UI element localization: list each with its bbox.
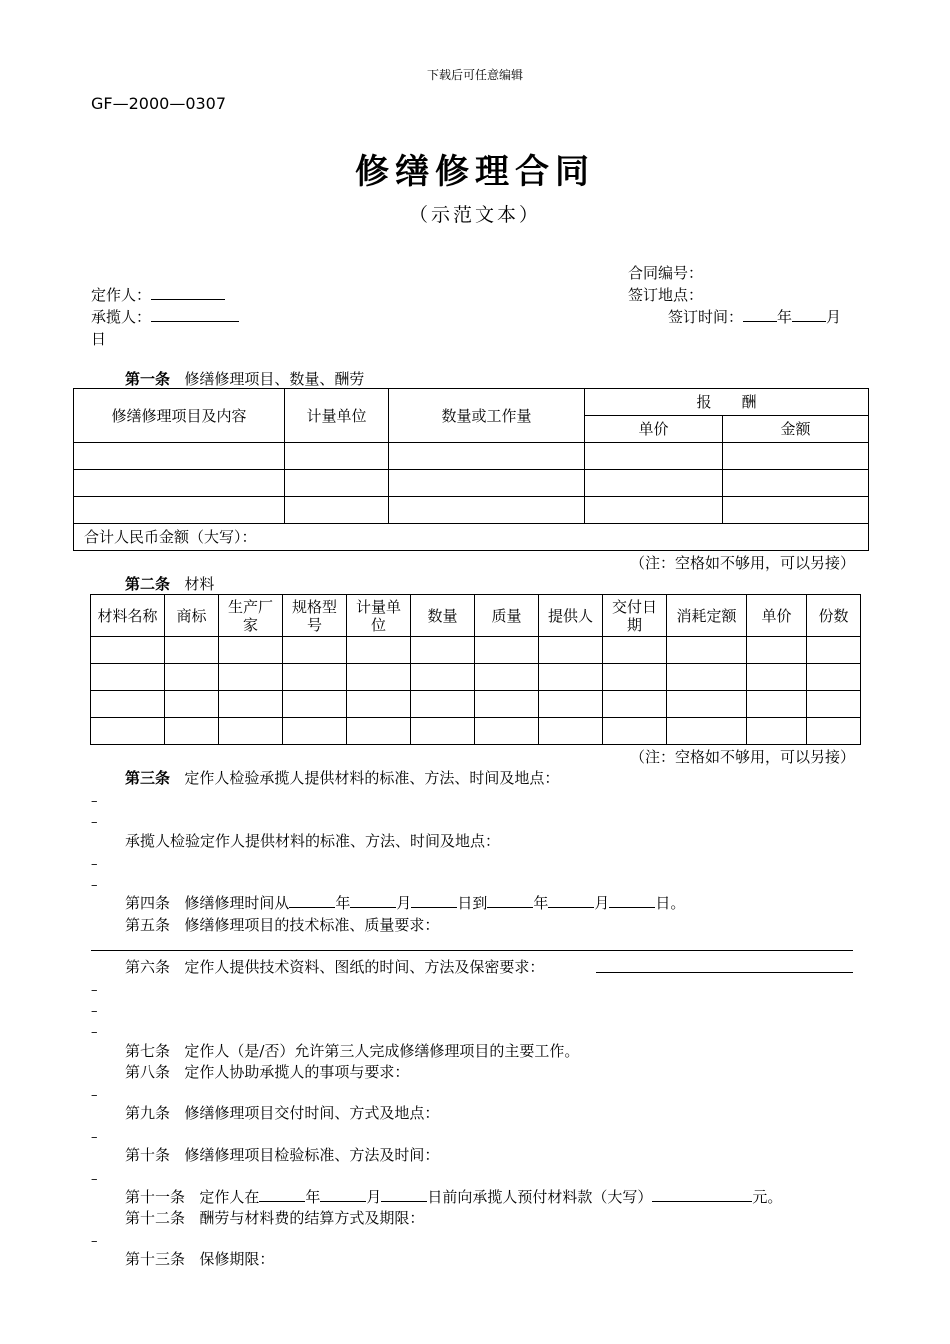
table-cell[interactable] [475,718,539,745]
sign-month-label: 月 [826,308,842,326]
table-cell[interactable] [285,497,389,524]
dash-mark: – [91,1088,98,1103]
table-cell[interactable] [747,637,807,664]
contractor-label: 承揽人： [91,308,152,326]
total-amount-cell[interactable]: 合计人民币金额（大写）： [74,524,869,551]
dash-mark: – [91,1234,98,1249]
material-header: 质量 [475,595,539,637]
article-6-row [125,956,544,977]
article-5-label: 第五条 [125,916,171,934]
article-11-row [125,1186,782,1207]
dash-mark: – [91,1130,98,1145]
sign-place-label: 签订地点： [628,286,704,304]
end-month-label: 月 [594,894,610,912]
prepay-day-label: 日前向承揽人预付材料款（大写） [427,1188,653,1206]
table-cell[interactable] [91,664,165,691]
article-13-row [125,1248,274,1269]
table-cell[interactable] [585,497,723,524]
dash-mark: – [91,878,98,893]
article-2-table [90,594,861,745]
prepay-year-label: 年 [305,1188,321,1206]
contractor-row [91,306,239,327]
article-10-row [125,1144,439,1165]
table-cell[interactable] [539,637,603,664]
table-cell[interactable] [389,497,585,524]
table-cell[interactable] [603,664,667,691]
dash-mark: – [91,1172,98,1187]
material-header: 单价 [747,595,807,637]
prepay-month-field[interactable] [320,1187,366,1202]
article-2-note: （注：空格如不够用，可以另接） [629,748,855,766]
table-cell[interactable] [747,718,807,745]
table-cell[interactable] [283,691,347,718]
header-amount: 金额 [723,416,869,443]
prepay-day-field[interactable] [381,1187,427,1202]
table-cell[interactable] [585,443,723,470]
material-header: 计量单位 [347,595,411,637]
table-cell[interactable] [411,691,475,718]
article-8-row [125,1061,409,1082]
header-pay: 报 酬 [585,389,869,416]
article-11-text: 定作人在 [199,1188,260,1206]
table-cell[interactable] [585,470,723,497]
header-note: 下载后可任意编辑 [426,68,523,82]
article-4-label: 第四条 [125,894,171,912]
end-day-label: 日。 [655,894,686,912]
material-header: 商标 [165,595,219,637]
contract-no-label: 合同编号： [628,264,704,282]
table-cell[interactable] [91,637,165,664]
dash-mark: – [91,857,98,872]
table-row [91,691,861,718]
material-header: 数量 [411,595,475,637]
table-cell[interactable] [667,718,747,745]
article-3-text-2: 承揽人检验定作人提供材料的标准、方法、时间及地点： [125,832,501,850]
start-day-label: 日到 [457,894,488,912]
table-cell[interactable] [723,470,869,497]
document-code: GF—2000—0307 [91,94,227,113]
article-2-label: 第二条 [125,575,171,593]
table-cell[interactable] [283,637,347,664]
article-3-heading [125,767,559,788]
material-header: 份数 [807,595,861,637]
sign-time-row [668,306,841,327]
article-8-text: 定作人协助承揽人的事项与要求： [184,1063,410,1081]
dash-mark: – [91,794,98,809]
sign-month-field[interactable] [792,307,826,322]
material-header: 规格型号 [283,595,347,637]
table-cell[interactable] [539,691,603,718]
prepay-amount-field[interactable] [652,1187,752,1202]
table-cell[interactable] [283,664,347,691]
table-cell[interactable] [165,664,219,691]
article-11-label: 第十一条 [125,1188,186,1206]
material-header: 交付日期 [603,595,667,637]
article-4-row [125,892,685,913]
table-cell[interactable] [165,637,219,664]
header-item: 修缮修理项目及内容 [74,389,285,443]
dash-mark: – [91,1025,98,1040]
table-cell[interactable] [91,691,165,718]
table-cell[interactable] [165,691,219,718]
material-header: 提供人 [539,595,603,637]
article-7-label: 第七条 [125,1042,171,1060]
table-cell[interactable] [219,718,283,745]
table-cell[interactable] [747,691,807,718]
table-cell[interactable] [603,718,667,745]
article-12-text: 酬劳与材料费的结算方式及期限： [199,1209,425,1227]
material-header: 消耗定额 [667,595,747,637]
dash-mark: – [91,983,98,998]
table-cell[interactable] [539,664,603,691]
header-qty: 数量或工作量 [389,389,585,443]
table-cell[interactable] [667,664,747,691]
table-cell[interactable] [807,664,861,691]
start-month-label: 月 [396,894,412,912]
dash-mark: – [91,1004,98,1019]
sign-day-label: 日 [91,330,107,348]
article-3-text: 定作人检验承揽人提供材料的标准、方法、时间及地点： [184,769,560,787]
orderer-field[interactable] [151,285,225,300]
article-12-row [125,1207,424,1228]
article-6-label: 第六条 [125,958,171,976]
document-title: 修缮修理合同 [355,152,595,192]
table-cell[interactable] [165,718,219,745]
table-cell[interactable] [285,443,389,470]
start-year-field[interactable] [289,893,335,908]
table-row [74,443,869,470]
header-unit: 计量单位 [285,389,389,443]
document-subtitle: （示范文本） [408,204,541,226]
end-year-field[interactable] [487,893,533,908]
article-7-row [125,1040,579,1061]
article-1-label: 第一条 [125,370,171,388]
table-row [91,664,861,691]
end-year-label: 年 [533,894,549,912]
material-header: 材料名称 [91,595,165,637]
header-price: 单价 [585,416,723,443]
end-month-field[interactable] [548,893,594,908]
table-cell[interactable] [723,443,869,470]
table-cell[interactable] [411,664,475,691]
sign-year-field[interactable] [743,307,777,322]
table-cell[interactable] [347,664,411,691]
table-cell[interactable] [219,664,283,691]
table-cell[interactable] [411,637,475,664]
article-1-table [73,388,869,551]
article-10-label: 第十条 [125,1146,171,1164]
contractor-field[interactable] [151,307,239,322]
table-row [74,470,869,497]
sign-time-label: 签订时间： [668,308,744,326]
table-cell[interactable] [747,664,807,691]
article-13-text: 保修期限： [199,1250,275,1268]
article-2-text: 材料 [184,575,215,593]
table-cell[interactable] [283,718,347,745]
start-year-label: 年 [335,894,351,912]
article-1-text: 修缮修理项目、数量、酬劳 [184,370,365,388]
table-cell[interactable] [347,691,411,718]
start-month-field[interactable] [350,893,396,908]
table-cell[interactable] [91,718,165,745]
table-cell[interactable] [807,637,861,664]
table-cell[interactable] [74,470,285,497]
table-cell[interactable] [667,691,747,718]
table-cell[interactable] [389,470,585,497]
orderer-row [91,284,225,305]
article-1-heading [125,368,364,389]
article-5-row [125,914,439,935]
article-1-note: （注：空格如不够用，可以另接） [629,554,855,572]
article-13-label: 第十三条 [125,1250,186,1268]
table-cell[interactable] [347,637,411,664]
sign-year-label: 年 [777,308,793,326]
article-5-fill-line[interactable] [91,950,853,951]
table-cell[interactable] [219,691,283,718]
table-row [74,497,869,524]
table-cell[interactable] [603,691,667,718]
prepay-month-label: 月 [366,1188,382,1206]
prepay-unit-label: 元。 [752,1188,783,1206]
table-cell[interactable] [539,718,603,745]
article-5-text: 修缮修理项目的技术标准、质量要求： [184,916,440,934]
table-cell[interactable] [389,443,585,470]
table-cell[interactable] [667,637,747,664]
orderer-label: 定作人： [91,286,152,304]
article-3-label: 第三条 [125,769,171,787]
table-row [91,637,861,664]
table-row [91,718,861,745]
table-cell[interactable] [74,443,285,470]
end-day-field[interactable] [609,893,655,908]
article-2-heading [125,573,214,594]
table-cell[interactable] [475,637,539,664]
article-6-fill-line[interactable] [596,972,853,973]
table-cell[interactable] [74,497,285,524]
table-cell[interactable] [347,718,411,745]
table-cell[interactable] [723,497,869,524]
start-day-field[interactable] [411,893,457,908]
table-cell[interactable] [411,718,475,745]
prepay-year-field[interactable] [259,1187,305,1202]
article-7-text: 定作人（是/否）允许第三人完成修缮修理项目的主要工作。 [184,1042,580,1060]
article-10-text: 修缮修理项目检验标准、方法及时间： [184,1146,440,1164]
material-header: 生产厂家 [219,595,283,637]
table-cell[interactable] [807,691,861,718]
article-6-text: 定作人提供技术资料、图纸的时间、方法及保密要求： [184,958,545,976]
table-cell[interactable] [219,637,283,664]
article-12-label: 第十二条 [125,1209,186,1227]
table-cell[interactable] [475,664,539,691]
article-8-label: 第八条 [125,1063,171,1081]
article-9-label: 第九条 [125,1104,171,1122]
article-4-text: 修缮修理时间从 [184,894,290,912]
article-9-text: 修缮修理项目交付时间、方式及地点： [184,1104,440,1122]
table-cell[interactable] [807,718,861,745]
table-cell[interactable] [285,470,389,497]
table-cell[interactable] [603,637,667,664]
article-9-row [125,1102,439,1123]
dash-mark: – [91,815,98,830]
table-cell[interactable] [475,691,539,718]
